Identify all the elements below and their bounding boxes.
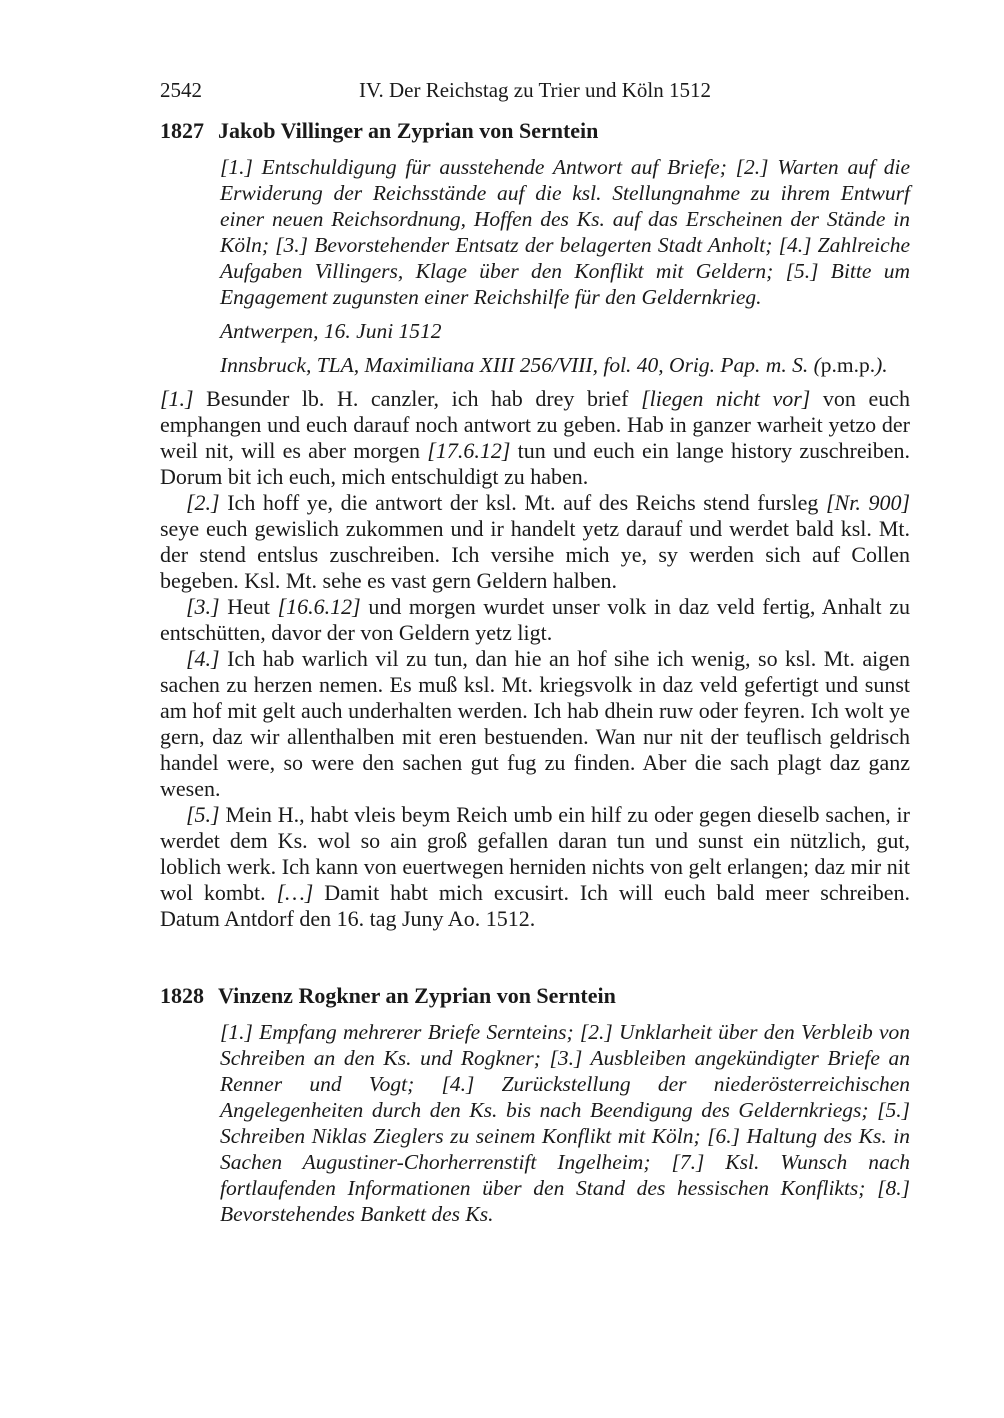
paragraph bbox=[160, 594, 910, 646]
text-segment: Heut bbox=[219, 594, 278, 619]
text-segment: Mein H., habt vleis beym Reich umb ein hilf zu oder gegen dieselb sachen, ir werdet dem Ks. wol so ain groß gefallen daran tun und sunst ein nützlich, gut, loblich werk. Ich kann von euertwegen herniden nichts von gelt erlangen; daz mir nit wol kombt. bbox=[160, 802, 910, 905]
editorial-note: [16.6.12] bbox=[277, 594, 361, 619]
document-number: 1827 bbox=[160, 118, 204, 143]
text-segment: Damit habt mich excusirt. Ich will euch bald meer schreiben. Datum Antdorf den 16. tag Juny Ao. 1512. bbox=[160, 880, 910, 931]
paragraph bbox=[160, 386, 910, 490]
editorial-note: [1.] bbox=[160, 386, 194, 411]
regest: [1.] Empfang mehrerer Briefe Sernteins; [2.] Unklarheit über den Verbleib von Schreiben an den Ks. und Rogkner; [3.] Ausbleiben angekündigter Briefe an Renner und Vogt; [4.] Zurückstellung der niederösterreichischen Angelegenheiten durch den Ks. bis nach Beendigung des Geldernkriegs; [5.] Schreiben Niklas Zieglers zu seinem Konflikt mit Köln; [6.] Haltung des Ks. in Sachen Augustiner-Chorherrenstift Ingelheim; [7.] Ksl. Wunsch nach fortlaufenden Informationen über den Stand des hessischen Konflikts; [8.] Bevorstehendes Bankett des Ks. bbox=[220, 1020, 910, 1226]
editorial-note: [Nr. 900] bbox=[825, 490, 911, 515]
text-segment: Besunder lb. H. canzler, ich hab drey brief bbox=[193, 386, 642, 411]
running-header bbox=[160, 78, 910, 106]
source-segment: ). bbox=[875, 353, 888, 377]
editorial-note: [17.6.12] bbox=[427, 438, 511, 463]
editorial-note: [3.] bbox=[186, 594, 220, 619]
document-title: Vinzenz Rogkner an Zyprian von Serntein bbox=[218, 983, 616, 1008]
editorial-note: [4.] bbox=[186, 646, 220, 671]
regest: [1.] Entschuldigung für ausstehende Antwort auf Briefe; [2.] Warten auf die Erwiderung der Reichsstände auf die ksl. Stellungnahme zu ihrem Entwurf einer neuen Reichsordnung, Hoffen des Ks. auf das Erscheinen der Stände in Köln; [3.] Bevorstehender Entsatz der belagerten Stadt Anholt; [4.] Zahlreiche Aufgaben Villingers, Klage über den Konflikt mit Geldern; [5.] Bitte um Engagement zugunsten einer Reichshilfe für den Geldernkrieg. bbox=[220, 155, 910, 309]
text-segment: von euch emphangen und euch darauf noch antwort zu geben. Hab in ganzer warheit yetzo der weil nit, will es aber morgen bbox=[160, 386, 910, 463]
source-segment: p.m.p. bbox=[820, 353, 876, 377]
text-segment: Ich hab warlich vil zu tun, dan hie an hof sihe ich wenig, so ksl. Mt. aigen sachen zu herzen nemen. Es muß ksl. Mt. kriegsvolk in daz veld gefertigt und sunst am hof mit gelt auch underhalten werden. Ich hab dhein ruw oder feyren. Ich wolt ye gern, daz wir allenthalben mit eren bestuenden. Wan nur nit der teuflisch geldrisch handel were, so were den sachen gut fug zu finden. Aber die sach plagt daz ganz wesen. bbox=[160, 646, 910, 801]
document-heading bbox=[160, 118, 910, 144]
text-segment: und morgen wurdet unser volk in daz veld fertig, Anhalt zu entschütten, davor der von Geldern yetz ligt. bbox=[160, 594, 911, 645]
paragraph bbox=[160, 802, 910, 932]
document-1828 bbox=[160, 983, 910, 1227]
source-segment: Innsbruck, TLA, Maximiliana XIII 256/VIII, fol. 40, Orig. Pap. m. S. ( bbox=[220, 353, 821, 377]
text-segment: tun und euch ein lange history zuschreiben. Dorum bit ich euch, mich entschuldigt zu haben. bbox=[160, 438, 910, 489]
document-date: Antwerpen, 16. Juni 1512 bbox=[220, 319, 442, 343]
editorial-note: [2.] bbox=[186, 490, 220, 515]
document-title: Jakob Villinger an Zyprian von Serntein bbox=[218, 118, 599, 143]
letter-body bbox=[160, 386, 910, 932]
editorial-note: [5.] bbox=[186, 802, 220, 827]
running-title: IV. Der Reichstag zu Trier und Köln 1512 bbox=[359, 78, 711, 102]
editorial-note: [liegen nicht vor] bbox=[641, 386, 811, 411]
editorial-note: […] bbox=[276, 880, 314, 905]
document-1827 bbox=[160, 118, 910, 932]
document-heading bbox=[160, 983, 910, 1009]
page-number: 2542 bbox=[160, 78, 202, 102]
source-citation bbox=[220, 352, 910, 378]
paragraph bbox=[160, 646, 910, 802]
text-segment: seye euch gewislich zukommen und ir handelt yetz darauf und werdet bald ksl. Mt. der stend entslus zuschreiben. Ich versihe mich ye, sy werden sich auf Collen begeben. Ksl. Mt. sehe es vast gern Geldern halben. bbox=[160, 516, 910, 593]
text-segment: Ich hoff ye, die antwort der ksl. Mt. auf des Reichs stend fursleg bbox=[219, 490, 826, 515]
document-number: 1828 bbox=[160, 983, 204, 1008]
paragraph bbox=[160, 490, 910, 594]
